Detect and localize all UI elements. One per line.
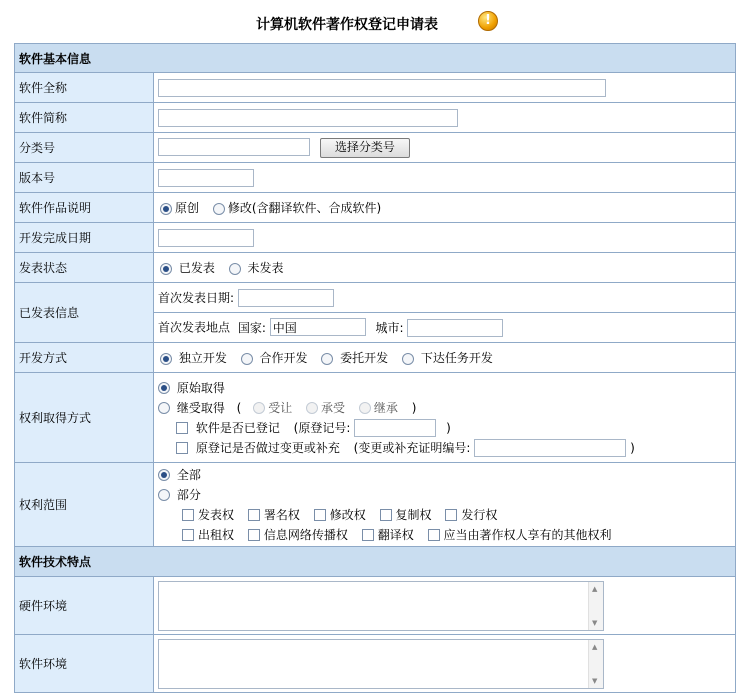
select-category-button[interactable]: 选择分类号 — [320, 138, 410, 158]
right-checkbox[interactable] — [182, 509, 194, 521]
original-radio[interactable] — [160, 203, 172, 215]
scrollbar[interactable]: ▲ ▼ — [588, 582, 603, 630]
section-header-basic: 软件基本信息 — [15, 44, 736, 73]
dev-mode-label: 开发方式 — [15, 343, 154, 373]
dev-date-input[interactable] — [158, 229, 254, 247]
right-checkbox[interactable] — [428, 529, 440, 541]
orig-reg-no-label: (原登记号: — [293, 420, 351, 435]
published-radio[interactable] — [160, 263, 172, 275]
transfer-radio[interactable] — [253, 402, 265, 414]
modified-option: 修改(含翻译软件、合成软件) — [227, 201, 382, 215]
full-name-label: 软件全称 — [15, 73, 154, 103]
dev-mode-option: 独立开发 — [178, 351, 227, 365]
registered-checkbox[interactable] — [176, 422, 188, 434]
paren-close: ) — [446, 420, 451, 435]
inherit-option: 承受 — [321, 400, 346, 415]
short-name-label: 软件简称 — [15, 103, 154, 133]
first-pub-place-label: 首次发表地点 — [158, 320, 231, 335]
undertake-radio[interactable] — [306, 402, 318, 414]
paren-open: ( — [236, 400, 242, 415]
right-label: 应当由著作权人享有的其他权利 — [443, 527, 612, 542]
paren-close: ) — [630, 440, 635, 455]
dev-mode-cooperative-radio[interactable] — [241, 353, 253, 365]
country-input[interactable] — [270, 318, 366, 336]
dev-mode-independent-radio[interactable] — [160, 353, 172, 365]
short-name-input[interactable] — [158, 109, 458, 127]
pub-info-label: 已发表信息 — [15, 283, 154, 343]
changed-question: 原登记是否做过变更或补充 — [195, 440, 340, 455]
right-checkbox[interactable] — [362, 529, 374, 541]
right-label: 发行权 — [461, 507, 498, 522]
work-desc-label: 软件作品说明 — [15, 193, 154, 223]
right-label: 信息网络传播权 — [263, 527, 348, 542]
page-title: 计算机软件著作权登记申请表 — [256, 17, 438, 33]
full-name-input[interactable] — [158, 79, 606, 97]
changed-checkbox[interactable] — [176, 442, 188, 454]
right-label: 翻译权 — [377, 527, 414, 542]
first-pub-date-input[interactable] — [238, 289, 334, 307]
city-input[interactable] — [407, 319, 503, 337]
unpublished-radio[interactable] — [229, 263, 241, 275]
registration-form — [14, 43, 736, 693]
original-acq-label: 原始取得 — [176, 380, 225, 395]
change-no-input[interactable] — [474, 439, 626, 457]
category-label: 分类号 — [15, 133, 154, 163]
section-header-tech: 软件技术特点 — [15, 547, 736, 577]
right-label: 发表权 — [198, 507, 235, 522]
scope-part-label: 部分 — [176, 487, 201, 502]
dev-mode-commissioned-radio[interactable] — [321, 353, 333, 365]
right-label: 署名权 — [263, 507, 300, 522]
original-option: 原创 — [175, 201, 200, 215]
right-checkbox[interactable] — [248, 509, 260, 521]
right-label: 出租权 — [198, 527, 235, 542]
title-bar — [0, 8, 755, 38]
dev-date-label: 开发完成日期 — [15, 223, 154, 253]
orig-reg-no-input[interactable] — [354, 419, 436, 437]
unpublished-option: 未发表 — [247, 261, 284, 275]
scope-all-radio[interactable] — [158, 469, 170, 481]
software-env-textarea[interactable] — [158, 639, 604, 689]
hardware-env-textarea[interactable] — [158, 581, 604, 631]
inherit-acq-radio[interactable] — [158, 402, 170, 414]
warning-icon[interactable]: ! — [478, 11, 498, 31]
right-checkbox[interactable] — [182, 529, 194, 541]
dev-mode-option: 委托开发 — [340, 351, 389, 365]
registered-question: 软件是否已登记 — [195, 420, 280, 435]
city-label: 城市: — [375, 320, 404, 335]
country-label: 国家: — [237, 320, 266, 335]
published-option: 已发表 — [178, 261, 215, 275]
right-checkbox[interactable] — [445, 509, 457, 521]
pub-status-label: 发表状态 — [15, 253, 154, 283]
category-input[interactable] — [158, 138, 310, 156]
scrollbar[interactable]: ▲ ▼ — [588, 640, 603, 688]
dev-mode-assigned-radio[interactable] — [402, 353, 414, 365]
right-label: 修改权 — [329, 507, 366, 522]
version-label: 版本号 — [15, 163, 154, 193]
hardware-env-label: 硬件环境 — [15, 577, 154, 635]
rights-scope-label: 权利范围 — [15, 463, 154, 547]
dev-mode-option: 合作开发 — [259, 351, 308, 365]
paren-close: ) — [411, 400, 417, 415]
modified-radio[interactable] — [213, 203, 225, 215]
inherit-acq-label: 继受取得 — [176, 400, 225, 415]
right-checkbox[interactable] — [248, 529, 260, 541]
first-pub-date-label: 首次发表日期: — [158, 290, 235, 305]
software-env-label: 软件环境 — [15, 635, 154, 693]
scope-part-radio[interactable] — [158, 489, 170, 501]
right-label: 复制权 — [395, 507, 432, 522]
right-checkbox[interactable] — [380, 509, 392, 521]
change-no-label: (变更或补充证明编号: — [353, 440, 471, 455]
scope-all-label: 全部 — [176, 467, 201, 482]
version-input[interactable] — [158, 169, 254, 187]
inherit-option: 继承 — [373, 400, 398, 415]
succession-radio[interactable] — [359, 402, 371, 414]
dev-mode-option: 下达任务开发 — [420, 351, 493, 365]
rights-acq-label: 权利取得方式 — [15, 373, 154, 463]
original-acq-radio[interactable] — [158, 382, 170, 394]
right-checkbox[interactable] — [314, 509, 326, 521]
inherit-option: 受让 — [268, 400, 293, 415]
